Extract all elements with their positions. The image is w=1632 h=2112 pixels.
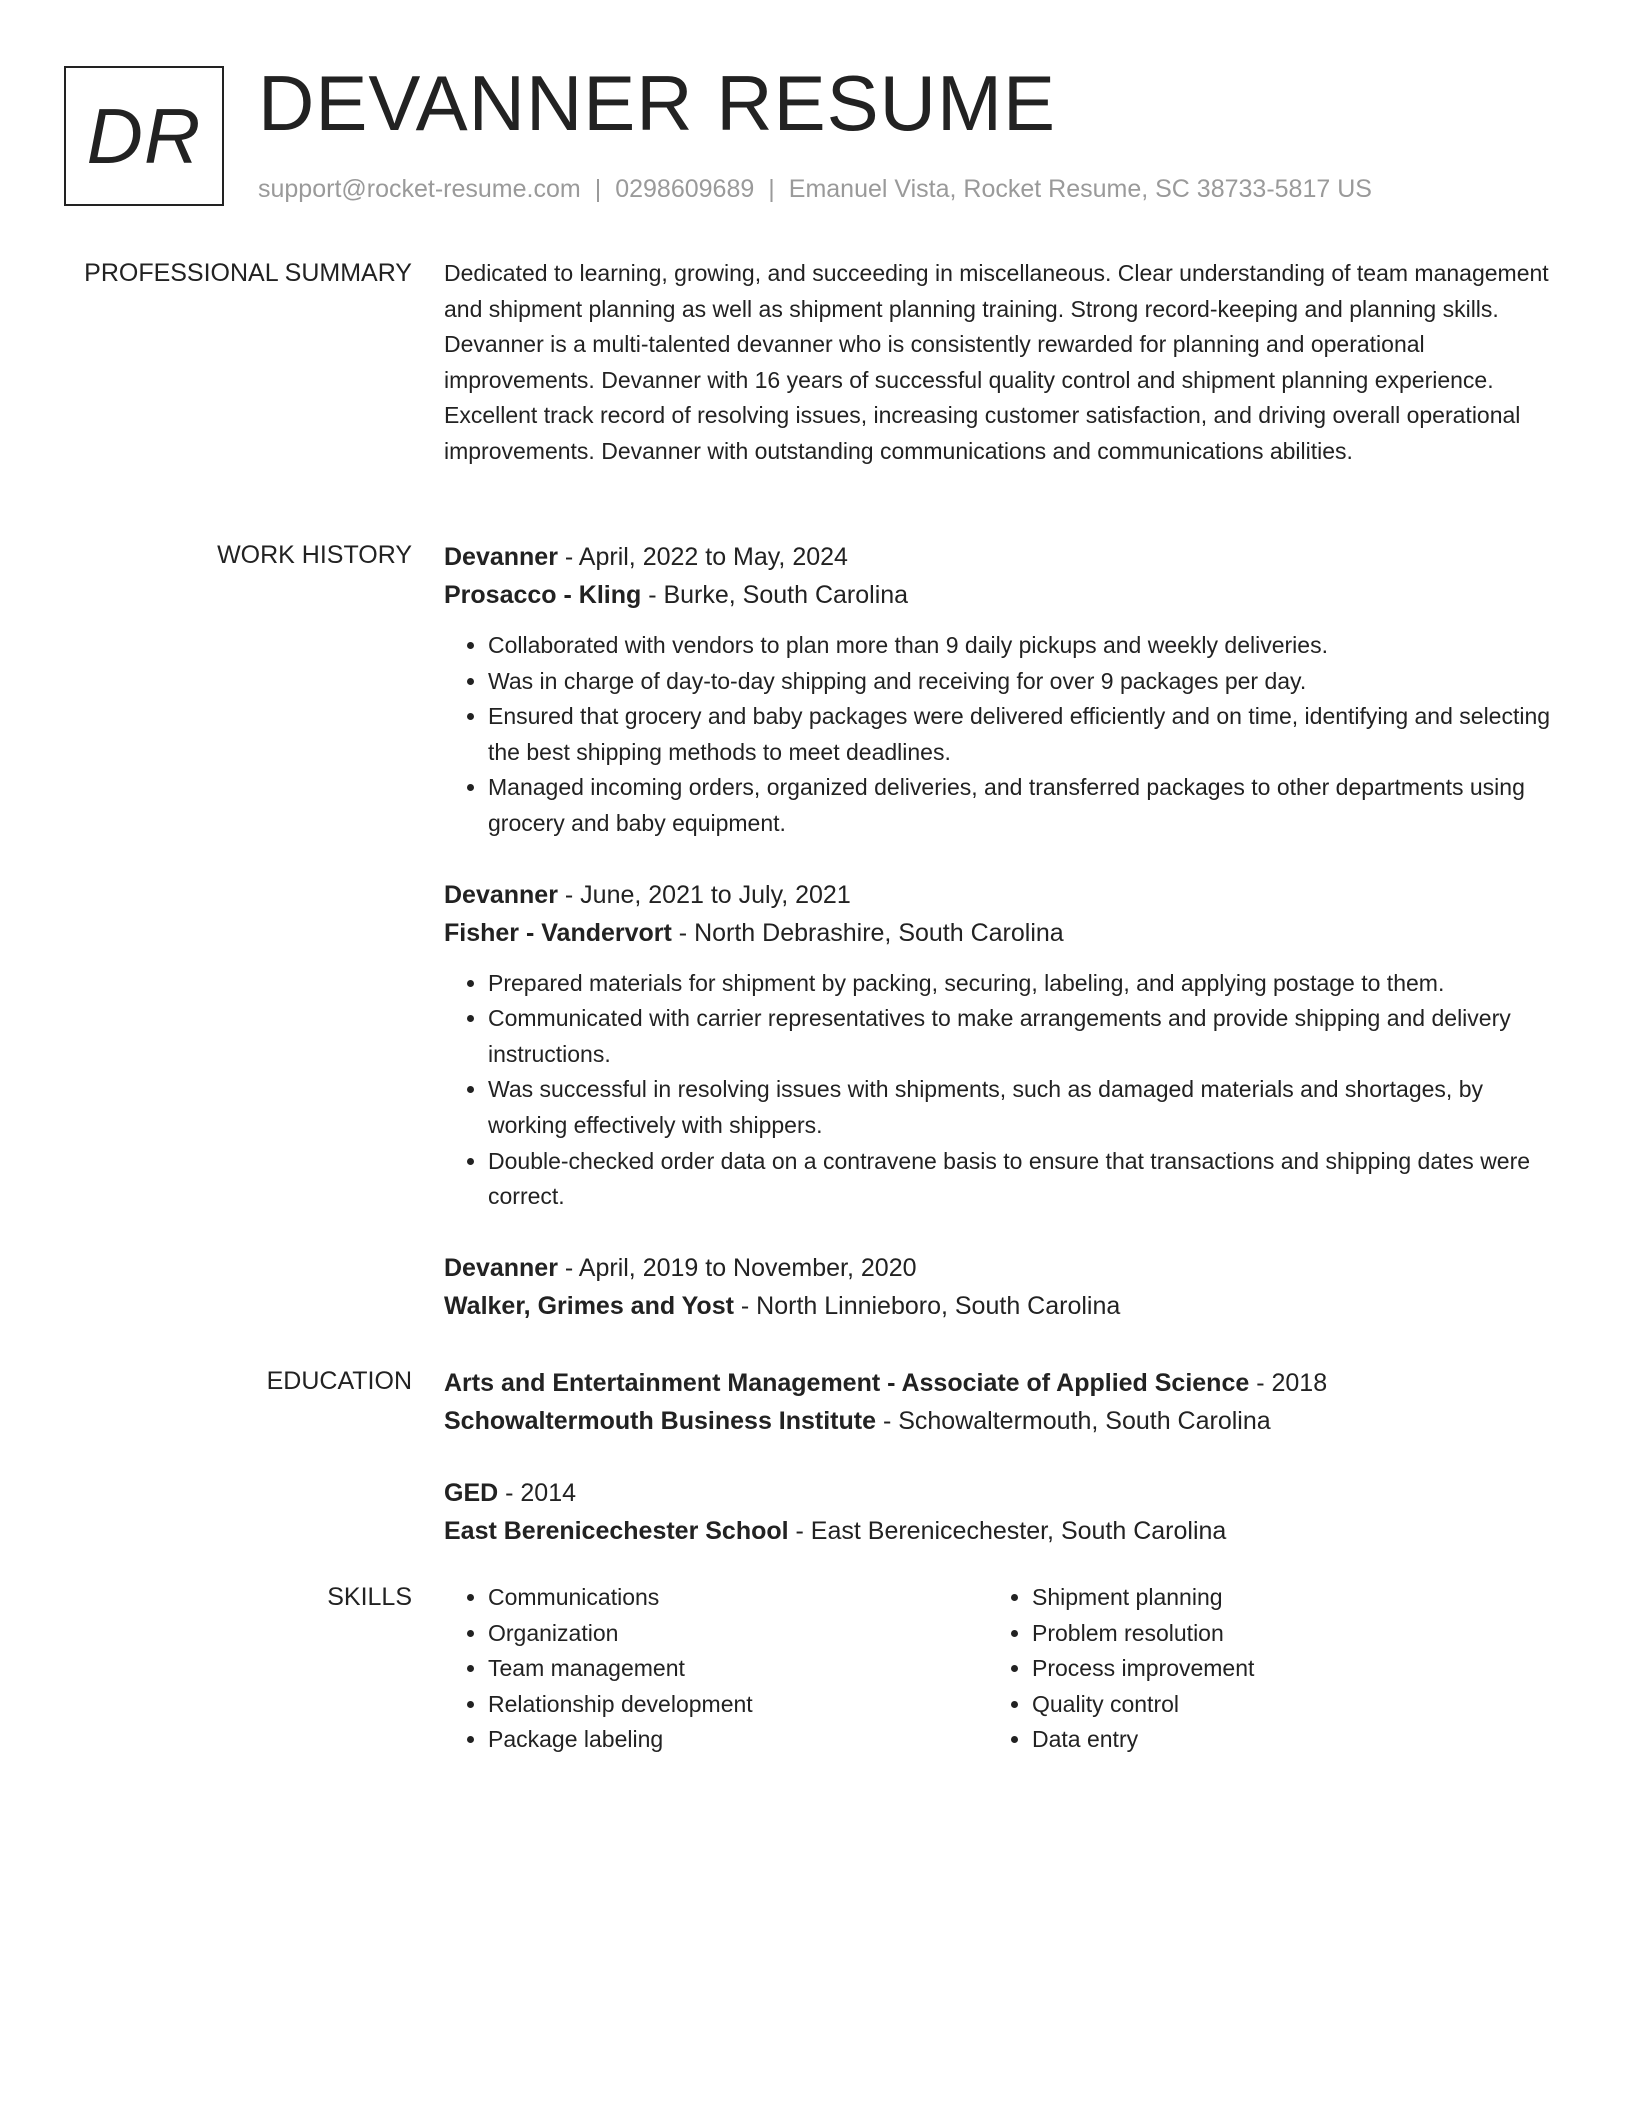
skills-columns [444, 1580, 1554, 1758]
job-bullet: • Managed incoming orders, organized deliveries, and transferred packages to other departments using grocery and baby equipment. [488, 770, 1554, 841]
section-label-work-history: WORK HISTORY [217, 541, 412, 569]
job-company: Walker, Grimes and Yost [444, 1291, 734, 1320]
job-company-line [444, 914, 1554, 952]
skill-item: • Team management [488, 1651, 988, 1687]
job-dates: - April, 2019 to November, 2020 [557, 1253, 917, 1282]
contact-separator: | [768, 175, 775, 203]
section-label-skills: SKILLS [327, 1583, 412, 1611]
summary-text: Dedicated to learning, growing, and succeeding in miscellaneous. Clear understanding of team management and shipment planning as well as shipment planning training. Strong record-keeping and planning skills. Devanner is a multi-talented devanner who is consistently rewarded for planning and operational improvements. Devanner with 16 years of successful quality control and shipment planning experience. Excellent track record of resolving issues, increasing customer satisfaction, and driving overall operational improvements. Devanner with outstanding communications and communications abilities. [444, 260, 1549, 464]
job-bullets [444, 628, 1554, 842]
skill-item: • Organization [488, 1616, 988, 1652]
job-title-line [444, 1249, 1554, 1287]
job-bullet: • Communicated with carrier representatives to make arrangements and provide shipping and delivery instructions. [488, 1001, 1554, 1072]
job-location: - North Debrashire, South Carolina [671, 918, 1064, 947]
education-year: - 2018 [1249, 1369, 1328, 1397]
skill-item: • Problem resolution [1032, 1616, 1532, 1652]
education-school-line [444, 1402, 1554, 1440]
job-company-line [444, 576, 1554, 614]
education-degree-line [444, 1474, 1554, 1512]
job-bullet: • Was successful in resolving issues with shipments, such as damaged materials and shortages, by working effectively with shippers. [488, 1072, 1554, 1143]
education-school-line [444, 1512, 1554, 1550]
job-company: Fisher - Vandervort [444, 918, 672, 947]
education-school: East Berenicechester School [444, 1517, 789, 1545]
contact-line [258, 174, 1372, 204]
job-bullet: • Was in charge of day-to-day shipping and receiving for over 9 packages per day. [488, 664, 1554, 700]
job-company: Prosacco - Kling [444, 581, 642, 609]
job-bullet: • Prepared materials for shipment by packing, securing, labeling, and applying postage to them. [488, 966, 1554, 1002]
education-degree-line [444, 1364, 1554, 1402]
job-title: Devanner [444, 880, 558, 909]
job-dates: - April, 2022 to May, 2024 [557, 543, 848, 571]
education-location: - East Berenicechester, South Carolina [788, 1517, 1227, 1545]
job-location: - Burke, South Carolina [641, 581, 909, 609]
education-year: - 2014 [498, 1479, 577, 1507]
skills-list-left [444, 1580, 988, 1758]
monogram-initials: DR [86, 91, 202, 180]
job-entry [444, 876, 1554, 1215]
job-title-line [444, 538, 1554, 576]
section-label-summary: PROFESSIONAL SUMMARY [84, 259, 412, 287]
education-degree: Arts and Entertainment Management - Associate of Applied Science [444, 1369, 1250, 1397]
job-location: - North Linnieboro, South Carolina [733, 1291, 1121, 1320]
job-bullets [444, 966, 1554, 1215]
monogram-box [64, 66, 224, 206]
job-bullet: • Ensured that grocery and baby packages were delivered efficiently and on time, identifying and selecting the best shipping methods to meet deadlines. [488, 699, 1554, 770]
skill-item: • Quality control [1032, 1687, 1532, 1723]
education-school: Schowaltermouth Business Institute [444, 1407, 877, 1435]
skill-item: • Data entry [1032, 1722, 1532, 1758]
education-degree: GED [444, 1479, 499, 1507]
contact-email: support@rocket-resume.com [258, 175, 581, 203]
skills-list-right [988, 1580, 1532, 1758]
job-dates: - June, 2021 to July, 2021 [557, 880, 851, 909]
job-title: Devanner [444, 1253, 558, 1282]
job-entry [444, 538, 1554, 842]
job-entry [444, 1249, 1554, 1325]
contact-address: Emanuel Vista, Rocket Resume, SC 38733-5817 US [788, 175, 1372, 203]
skill-item: • Communications [488, 1580, 988, 1616]
job-company-line [444, 1287, 1554, 1325]
education-entry [444, 1364, 1554, 1440]
education-location: - Schowaltermouth, South Carolina [876, 1407, 1271, 1435]
contact-separator: | [594, 175, 602, 203]
job-bullet: • Double-checked order data on a contravene basis to ensure that transactions and shipping dates were correct. [488, 1144, 1554, 1215]
job-bullet: • Collaborated with vendors to plan more than 9 daily pickups and weekly deliveries. [488, 628, 1554, 664]
job-title-line [444, 876, 1554, 914]
skill-item: • Process improvement [1032, 1651, 1532, 1687]
skill-item: • Relationship development [488, 1687, 988, 1723]
section-label-education: EDUCATION [266, 1367, 412, 1395]
resume-name: DEVANNER RESUME [258, 59, 1057, 147]
job-title: Devanner [444, 543, 558, 571]
skill-item: • Package labeling [488, 1722, 988, 1758]
skill-item: • Shipment planning [1032, 1580, 1532, 1616]
education-entry [444, 1474, 1554, 1550]
contact-phone: 0298609689 [615, 175, 755, 203]
